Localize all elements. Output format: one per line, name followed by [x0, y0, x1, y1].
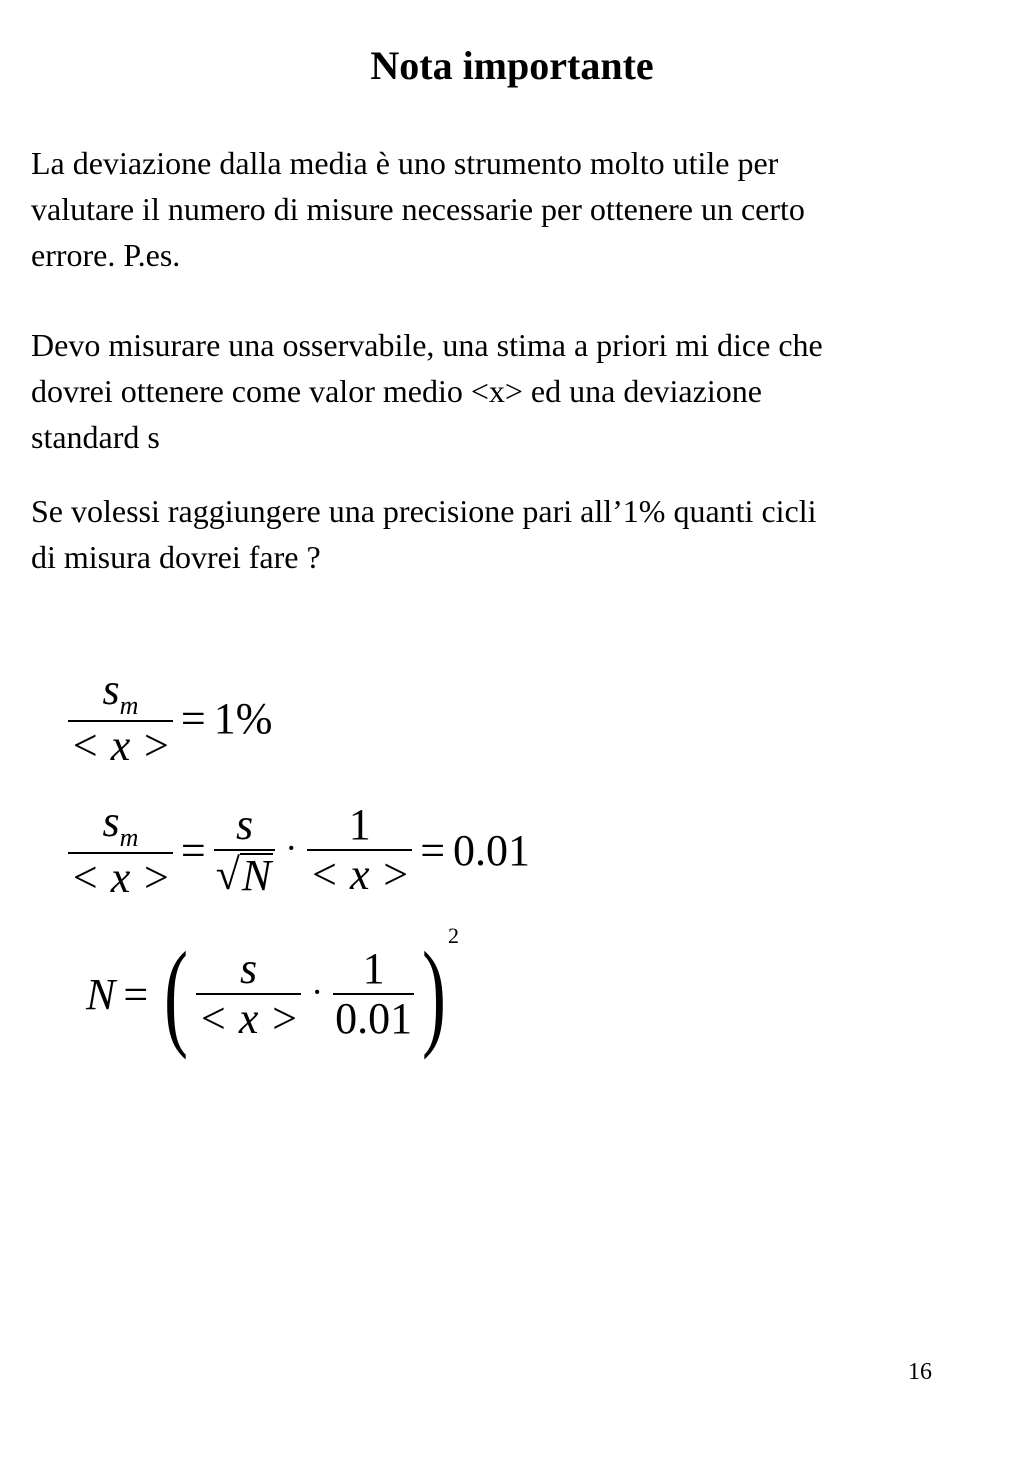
fraction	[68, 798, 173, 902]
equals-sign: =	[420, 825, 446, 875]
multiply-dot: ·	[311, 972, 324, 1012]
fraction	[307, 801, 412, 899]
text-line: errore. P.es.	[31, 237, 181, 273]
sqrt-icon: √	[215, 850, 240, 899]
math-numerator: s	[235, 800, 254, 849]
math-denominator: < x >	[70, 853, 171, 902]
math-denominator: < x >	[198, 994, 300, 1043]
equals-sign: =	[123, 969, 149, 1019]
math-var: N	[241, 851, 272, 900]
equals-sign: =	[180, 825, 206, 875]
page-number: 16	[908, 1359, 932, 1385]
fraction	[214, 801, 276, 899]
math-numerator: 1	[348, 800, 371, 849]
equation-2	[68, 798, 530, 902]
text-line: La deviazione dalla media è uno strumento molto utile per	[31, 145, 779, 181]
text-line: dovrei ottenere come valor medio <x> ed una deviazione	[31, 373, 762, 409]
math-value: 1%	[213, 693, 273, 743]
multiply-dot: ·	[285, 828, 298, 868]
text-line: standard s	[31, 419, 160, 455]
math-subscript: m	[119, 823, 139, 852]
math-subscript: m	[119, 691, 139, 720]
math-var: s	[102, 797, 120, 846]
equation-3	[86, 923, 460, 1060]
text-line: Se volessi raggiungere una precisione pari all’1% quanti cicli	[31, 493, 817, 529]
text-line: Devo misurare una osservabile, una stima a priori mi dice che	[31, 327, 823, 363]
paragraph-intro	[31, 140, 991, 278]
text-line: di misura dovrei fare ?	[31, 539, 321, 575]
paragraph-question	[31, 488, 991, 580]
math-numerator: s	[240, 944, 258, 993]
math-denominator: 0.01	[335, 994, 413, 1043]
text-line: valutare il numero di misure necessarie per ottenere un certo	[31, 191, 805, 227]
math-denominator: < x >	[309, 850, 411, 899]
equation-1	[68, 666, 272, 770]
math-var: s	[102, 665, 120, 714]
math-numerator: 1	[362, 944, 385, 993]
page-title: Nota importante	[370, 43, 654, 88]
left-paren: (	[164, 927, 189, 1060]
fraction	[333, 945, 414, 1043]
math-exponent: 2	[448, 923, 460, 948]
equals-sign: =	[180, 693, 206, 743]
math-var: N	[86, 969, 116, 1019]
math-denominator: < x >	[70, 721, 171, 770]
paragraph-setup	[31, 322, 991, 460]
square-root	[215, 850, 274, 900]
math-value: 0.01	[453, 825, 531, 875]
right-paren: )	[422, 927, 447, 1060]
fraction	[196, 945, 301, 1043]
fraction	[68, 666, 173, 770]
